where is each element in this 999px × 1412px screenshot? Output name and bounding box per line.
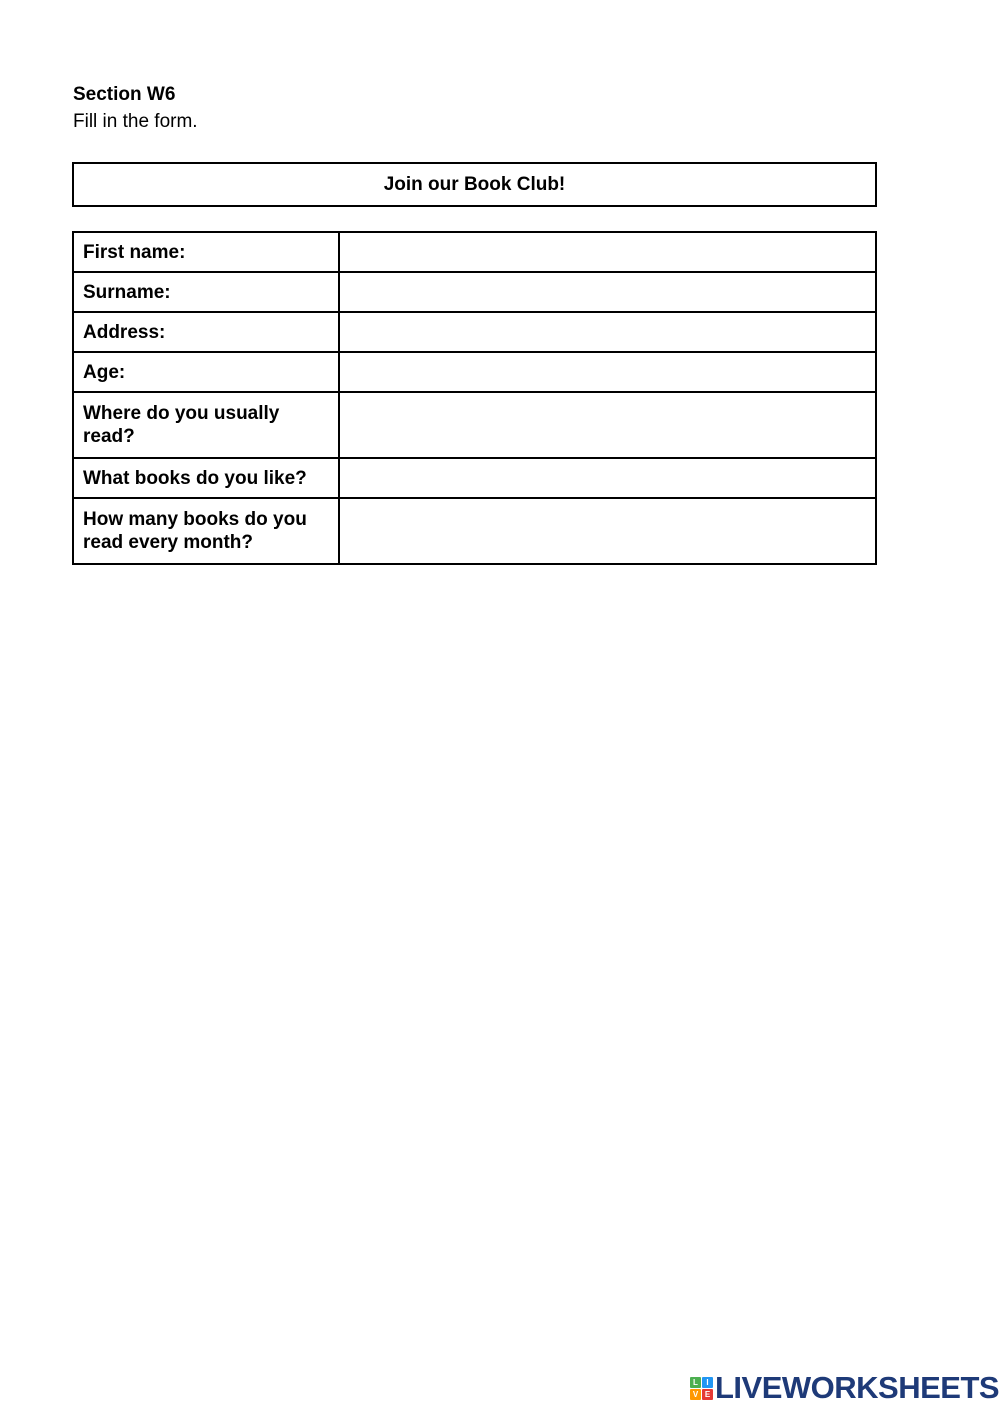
- field-label: Age:: [73, 352, 339, 392]
- surname-answer-cell[interactable]: [339, 272, 876, 312]
- logo-mark-letter: V: [690, 1389, 701, 1400]
- form-row-reading-place: [73, 392, 876, 458]
- first-name-answer-cell[interactable]: [339, 232, 876, 272]
- field-label: Address:: [73, 312, 339, 352]
- favourite-books-input[interactable]: [349, 459, 866, 497]
- form-row-age: [73, 352, 876, 392]
- logo-mark-letter: E: [702, 1389, 713, 1400]
- address-input[interactable]: [349, 313, 866, 351]
- section-title: Section W6: [73, 84, 176, 105]
- field-label: First name:: [73, 232, 339, 272]
- logo-mark-letter: I: [702, 1377, 713, 1388]
- form-row-books-per-month: [73, 498, 876, 564]
- field-label: What books do you like?: [73, 458, 339, 498]
- form-row-address: [73, 312, 876, 352]
- field-label: How many books do you read every month?: [73, 498, 339, 564]
- address-answer-cell[interactable]: [339, 312, 876, 352]
- reading-place-input[interactable]: [349, 395, 866, 455]
- liveworksheets-logo: [690, 1372, 999, 1404]
- form-row-favourite-books: [73, 458, 876, 498]
- instruction-text: Fill in the form.: [73, 111, 198, 132]
- form-title-banner: [72, 162, 877, 207]
- logo-mark-icon: [690, 1377, 713, 1400]
- books-per-month-answer-cell[interactable]: [339, 498, 876, 564]
- field-label: Where do you usually read?: [73, 392, 339, 458]
- first-name-input[interactable]: [349, 233, 866, 271]
- books-per-month-input[interactable]: [349, 501, 866, 561]
- field-label: Surname:: [73, 272, 339, 312]
- age-input[interactable]: [349, 353, 866, 391]
- form-row-surname: [73, 272, 876, 312]
- form-title: Join our Book Club!: [383, 173, 566, 195]
- book-club-form: [72, 231, 877, 565]
- favourite-books-answer-cell[interactable]: [339, 458, 876, 498]
- surname-input[interactable]: [349, 273, 866, 311]
- age-answer-cell[interactable]: [339, 352, 876, 392]
- logo-text: LIVEWORKSHEETS: [715, 1370, 999, 1405]
- logo-mark-letter: L: [690, 1377, 701, 1388]
- reading-place-answer-cell[interactable]: [339, 392, 876, 458]
- form-row-first-name: [73, 232, 876, 272]
